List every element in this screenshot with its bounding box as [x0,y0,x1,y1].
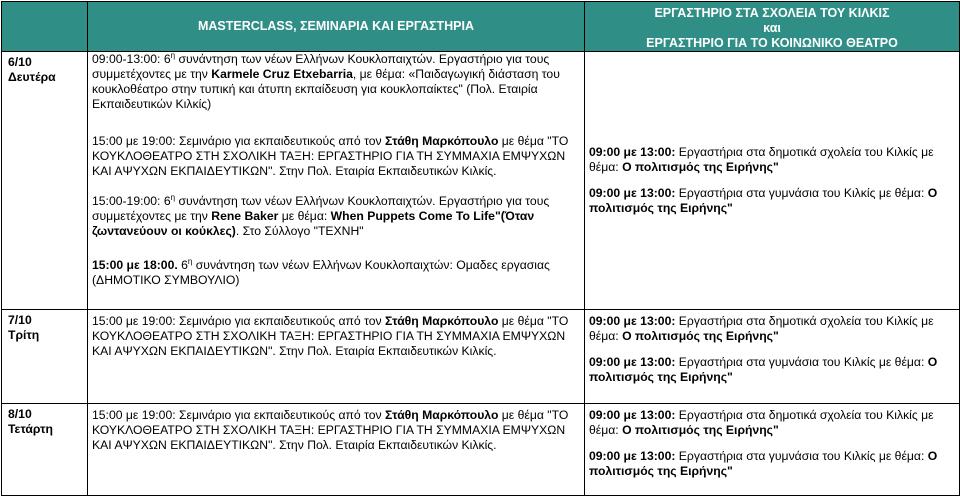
event-topic: Ο πολιτισμός της Ειρήνης" [589,449,938,478]
event-time: 09:00 με 13:00: [589,449,676,463]
header-right-line1: ΕΡΓΑΣΤΗΡΙΟ ΣΤΑ ΣΧΟΛΕΙΑ ΤΟΥ ΚΙΛΚΙΣ [654,6,890,20]
instructor-name: Στάθη Μαρκόπουλο [384,134,499,148]
workshop-gymnasium [589,355,955,385]
event-text: Σεμινάριο για εκπαιδευτικούς από τον [175,134,385,148]
event-text: , με θέμα: «Παιδαγωγική διάσταση του κουκλοθέατρο στην τυπική και άτυπη εκπαίδευση για κουκλοπαίκτες" (Πολ. Εταιρία Εκπαιδευτικών Κιλκίς) [92,67,560,111]
workshop-primary [589,145,955,175]
monday-workshops-cell [585,52,960,310]
event-text: 6 [177,258,188,272]
event-seminar [92,134,580,179]
instructor-name: Karmele Cruz Etxebarria [211,67,353,81]
event-text: Εργαστήρια στα γυμνάσια του Κιλκίς με θέμα: [675,186,928,200]
workshop-primary [589,408,955,438]
wednesday-events-cell [88,404,585,496]
header-seminars-title: MASTERCLASS, ΣΕΜΙΝΑΡΙΑ ΚΑΙ ΕΡΓΑΣΤΗΡΙΑ [88,2,585,52]
day-name: Δευτέρα [8,70,56,84]
day-cell-monday [2,52,88,310]
ordinal-sup: η [170,50,176,60]
header-corner [2,2,88,52]
event-topic: Ο πολιτισμός της Ειρήνης" [589,355,938,384]
day-cell-wednesday [2,404,88,496]
ordinal-sup: η [187,256,193,266]
event-topic: Ο πολιτισμός της Ειρήνης" [622,329,779,343]
day-row-wednesday [2,404,960,496]
event-topic: When Puppets Come To Life"(Όταν ζωντανεύουν οι κούκλες) [92,209,535,238]
wednesday-workshops-cell [585,404,960,496]
event-time: 09:00 με 13:00: [589,186,676,200]
event-text: . Στο Σύλλογο "ΤΕΧΝΗ" [235,224,364,238]
header-right-line2: και [763,21,781,35]
event-time: 09:00 με 13:00: [589,408,676,422]
event-text: με θέμα "ΤΟ ΚΟΥΚΛΟΘΕΑΤΡΟ ΣΤΗ ΣΧΟΛΙΚΗ ΤΑΞΗ: ΕΡΓΑΣΤΗΡΙΟ ΓΙΑ ΤΗ ΣΥΜΜΑΧΙΑ ΕΜΨΥΧΩΝ ΚΑΙ ΑΨΥΧΩΝ ΕΚΠΑΙΔΕΥΤΙΚΩΝ". Στην Πολ. Εταιρία Εκπαιδευτικών Κιλκίς. [92,134,569,178]
schedule-table [1,1,960,496]
event-text: με θέμα "ΤΟ ΚΟΥΚΛΟΘΕΑΤΡΟ ΣΤΗ ΣΧΟΛΙΚΗ ΤΑΞΗ: ΕΡΓΑΣΤΗΡΙΟ ΓΙΑ ΤΗ ΣΥΜΜΑΧΙΑ ΕΜΨΥΧΩΝ ΚΑΙ ΑΨΥΧΩΝ ΕΚΠΑΙΔΕΥΤΙΚΩΝ". Στην Πολ. Εταιρία Εκπαιδευτικών Κιλκίς. [92,408,569,452]
day-date: 6/10 [8,55,32,69]
event-text: Εργαστήρια στα δημοτικά σχολεία του Κιλκίς με θέμα: [589,145,934,174]
event-time: 15:00 με 19:00: [92,314,176,328]
day-name: Τρίτη [8,328,40,342]
event-time: 09:00 με 13:00: [589,314,676,328]
event-text: Σεμινάριο για εκπαιδευτικούς από τον [175,408,385,422]
day-cell-tuesday [2,310,88,404]
event-text: συνάντηση των νέων Ελλήνων Κουκλοπαιχτών. Εργαστήριο για τους συμμετέχοντες με την [92,52,550,81]
event-text: με θέμα: [278,209,331,223]
event-time: 15:00 με 19:00: [92,134,176,148]
header-workshops-title [585,2,960,52]
ordinal-sup: η [170,192,176,202]
instructor-name: Στάθη Μαρκόπουλο [384,408,499,422]
event-rene-baker [92,194,580,239]
workshop-gymnasium [589,186,955,216]
day-name: Τετάρτη [8,422,53,436]
day-date: 7/10 [8,313,32,327]
day-date: 8/10 [8,407,32,421]
event-topic: Ο πολιτισμός της Ειρήνης" [589,186,938,215]
event-seminar [92,408,580,453]
event-text: Εργαστήρια στα γυμνάσια του Κιλκίς με θέμα: [675,449,928,463]
instructor-name: Στάθη Μαρκόπουλο [384,314,499,328]
event-working-groups [92,258,580,288]
event-text: Εργαστήρια στα γυμνάσια του Κιλκίς με θέμα: [675,355,928,369]
event-time: 09:00 με 13:00: [589,145,676,159]
header-right-line3: ΕΡΓΑΣΤΗΡΙΟ ΓΙΑ ΤΟ ΚΟΙΝΩΝΙΚΟ ΘΕΑΤΡΟ [646,36,898,50]
event-topic: Ο πολιτισμός της Ειρήνης" [622,160,779,174]
event-text: συνάντηση των νέων Ελλήνων Κουκλοπαιχτών: Ομαδες εργασιας (ΔΗΜΟΤΙΚΟ ΣΥΜΒΟΥΛΙΟ) [92,258,550,287]
workshop-gymnasium [589,449,955,479]
event-time: 09:00 με 13:00: [589,355,676,369]
event-karmele [92,52,580,112]
tuesday-workshops-cell [585,310,960,404]
tuesday-events-cell [88,310,585,404]
monday-events-cell [88,52,585,310]
event-text: Εργαστήρια στα δημοτικά σχολεία του Κιλκίς με θέμα: [589,314,934,343]
day-row-tuesday [2,310,960,404]
event-time: 15:00 με 19:00: [92,408,176,422]
event-time: 15:00-19:00: 6 [92,194,171,208]
event-text: Σεμινάριο για εκπαιδευτικούς από τον [175,314,385,328]
event-text: Εργαστήρια στα δημοτικά σχολεία του Κιλκίς με θέμα: [589,408,934,437]
workshop-primary [589,314,955,344]
event-topic: Ο πολιτισμός της Ειρήνης" [622,423,779,437]
event-time: 09:00-13:00: 6 [92,52,171,66]
event-time: 15:00 με 18:00. [92,258,178,272]
instructor-name: Rene Baker [211,209,279,223]
event-seminar [92,314,580,359]
event-text: συνάντηση των νέων Ελλήνων Κουκλοπαιχτών. Εργαστήριο για τους συμμετέχοντες με την [92,194,550,223]
day-row-monday [2,52,960,310]
event-text: με θέμα "ΤΟ ΚΟΥΚΛΟΘΕΑΤΡΟ ΣΤΗ ΣΧΟΛΙΚΗ ΤΑΞΗ: ΕΡΓΑΣΤΗΡΙΟ ΓΙΑ ΤΗ ΣΥΜΜΑΧΙΑ ΕΜΨΥΧΩΝ ΚΑΙ ΑΨΥΧΩΝ ΕΚΠΑΙΔΕΥΤΙΚΩΝ". Στην Πολ. Εταιρία Εκπαιδευτικών Κιλκίς. [92,314,569,358]
